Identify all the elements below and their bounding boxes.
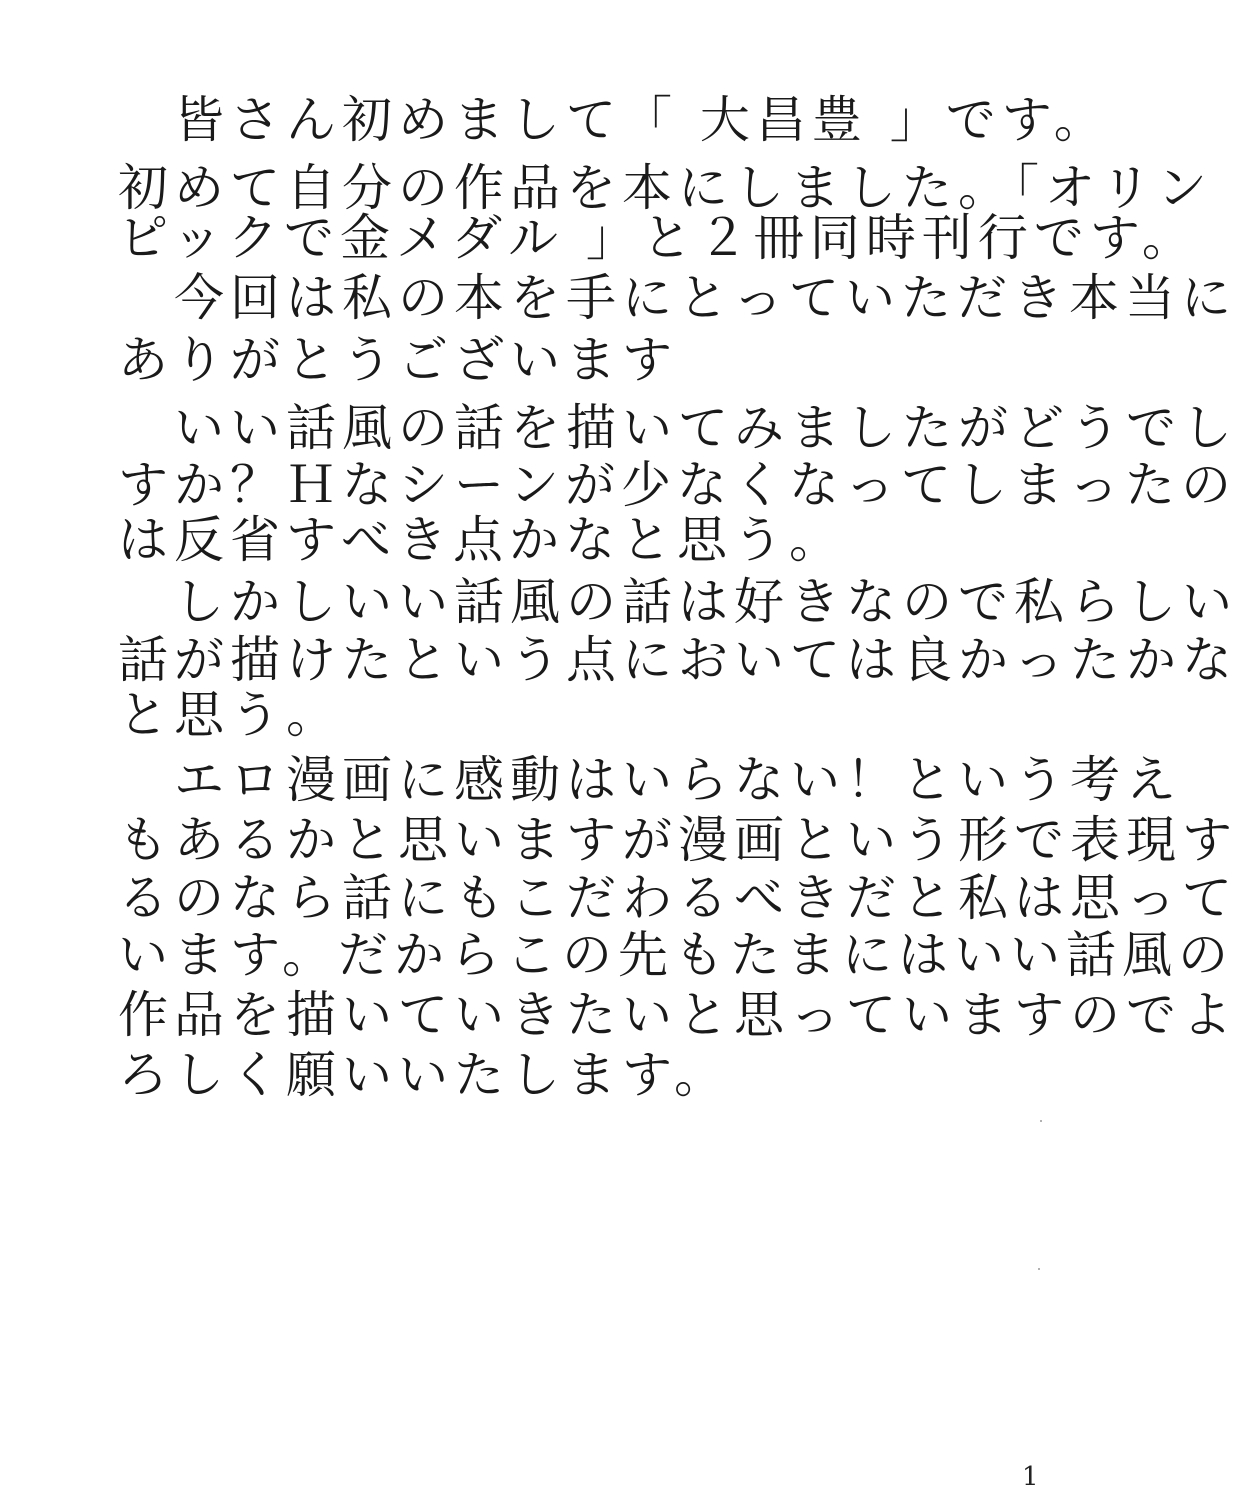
text-line-16: 作品を描いていきたいと思っていますのでよ [118,986,1238,1044]
text-line-1: 皆さん初めまして「 大昌豊 」です。 [118,91,1110,149]
text-line-17: ろしく願いいたします。 [118,1046,730,1104]
text-line-2: 初めて自分の作品を本にしました。「オリン [118,159,1213,217]
text-line-14: るのなら話にもこだわるべきだと私は思って [118,869,1238,927]
text-line-5: ありがとうございます [118,331,678,389]
text-line-13: もあるかと思いますが漫画という形で表現す [118,811,1238,869]
text-line-4: 今回は私の本を手にとっていただき本当に [118,269,1237,327]
text-line-8: は反省すべき点かなと思う。 [118,511,845,569]
text-line-9: しかしいい話風の話は好きなので私らしい [118,573,1238,631]
text-line-12: エロ漫画に感動はいらない！という考え [118,751,1182,809]
text-line-3: ピックで金メダル 」と２冊同時刊行です。 [118,209,1198,267]
paper-speck [1038,1268,1040,1270]
text-line-7: すか？Ｈなシーンが少なくなってしまったの [118,456,1237,514]
page-number-mark: 1 [1022,1462,1039,1492]
text-line-6: いい話風の話を描いてみましたがどうでし [118,399,1238,457]
text-line-10: 話が描けたという点においては良かったかな [118,631,1238,689]
text-line-11: と思う。 [118,686,342,744]
text-line-15: います。だからこの先もたまにはいい話風の [118,926,1234,984]
paper-speck [1040,1120,1042,1122]
